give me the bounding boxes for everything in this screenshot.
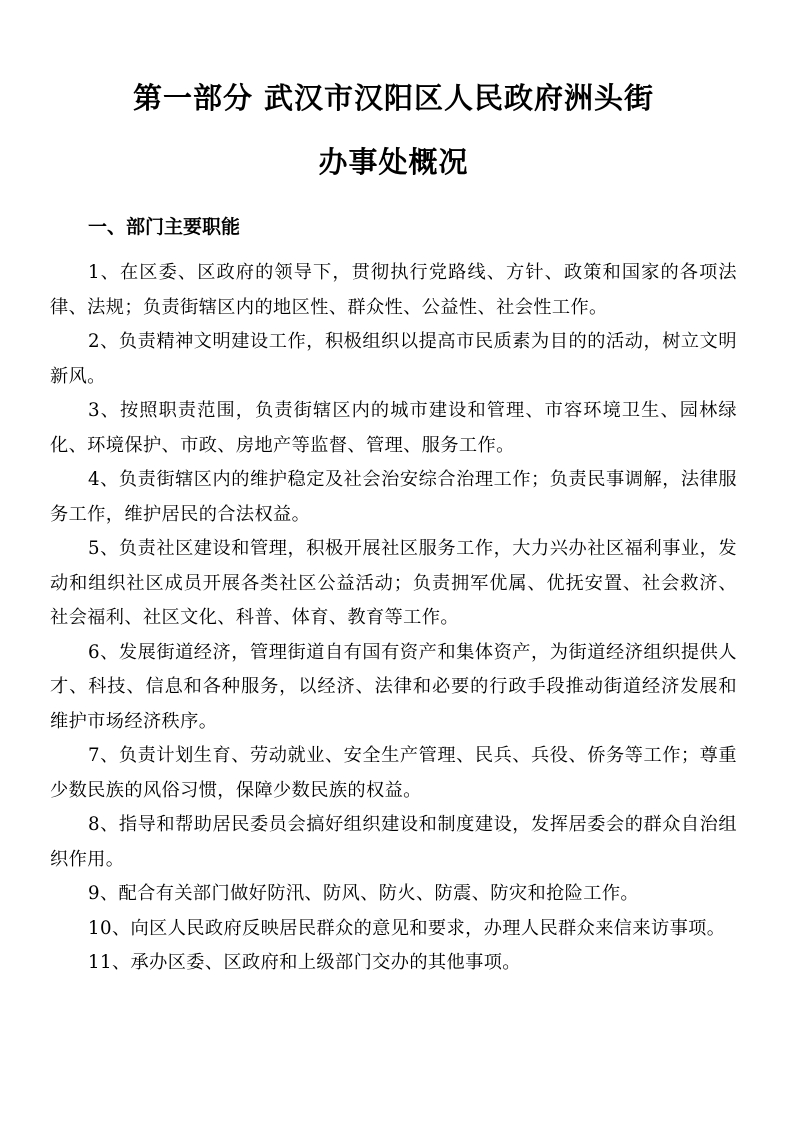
duty-item-9: 9、配合有关部门做好防汛、防风、防火、防震、防灾和抢险工作。 — [88, 883, 640, 904]
duty-item-3: 3、按照职责范围，负责街辖区内的城市建设和管理、市容环境卫生、园林绿化、环境保护、市政、房地产等监督、管理、服务工作。 — [50, 400, 737, 456]
duties-list — [50, 256, 737, 981]
duty-item-7: 7、负责计划生育、劳动就业、安全生产管理、民兵、兵役、侨务等工作；尊重少数民族的风俗习惯，保障少数民族的权益。 — [50, 745, 737, 801]
duty-item-2: 2、负责精神文明建设工作，积极组织以提高市民质素为目的的活动，树立文明新风。 — [50, 331, 737, 387]
duty-item-6: 6、发展街道经济，管理街道自有国有资产和集体资产，为街道经济组织提供人才、科技、信息和各种服务，以经济、法律和必要的行政手段推动街道经济发展和维护市场经济秩序。 — [50, 641, 737, 732]
duty-item-11: 11、承办区委、区政府和上级部门交办的其他事项。 — [88, 952, 521, 973]
duty-item-8: 8、指导和帮助居民委员会搞好组织建设和制度建设，发挥居委会的群众自治组织作用。 — [50, 814, 737, 870]
duty-item-10: 10、向区人民政府反映居民群众的意见和要求，办理人民群众来信来访事项。 — [88, 917, 726, 939]
duty-item-4: 4、负责街辖区内的维护稳定及社会治安综合治理工作；负责民事调解，法律服务工作，维护居民的合法权益。 — [50, 469, 737, 525]
duty-item-1: 1、在区委、区政府的领导下，贯彻执行党路线、方针、政策和国家的各项法律、法规；负责街辖区内的地区性、群众性、公益性、社会性工作。 — [50, 262, 737, 318]
duty-item-5: 5、负责社区建设和管理，积极开展社区服务工作，大力兴办社区福利事业，发动和组织社区成员开展各类社区公益活动；负责拥军优属、优抚安置、社会救济、社会福利、社区文化、科普、体育、教育等工作。 — [50, 538, 737, 628]
title-line-2: 办事处概况 — [318, 145, 469, 179]
document-title — [50, 78, 737, 182]
section-heading: 一、部门主要职能 — [88, 216, 241, 238]
title-line-1: 第一部分 武汉市汉阳区人民政府洲头街 — [132, 81, 655, 115]
